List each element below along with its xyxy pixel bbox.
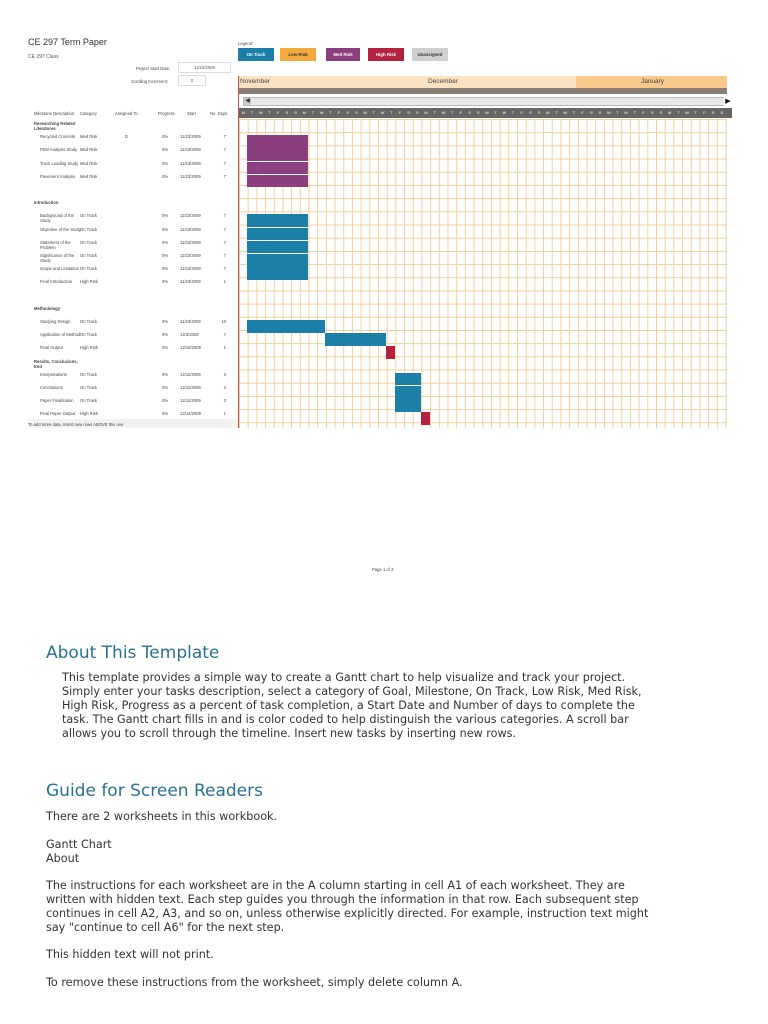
day-letter: T <box>311 110 315 115</box>
day-letter: F <box>703 110 706 115</box>
cell-cat: On Track <box>80 385 97 390</box>
cell-days: 1 <box>223 345 226 351</box>
gantt-bar <box>247 320 325 333</box>
day-letter: S <box>590 110 593 115</box>
cell-days: 3 <box>223 371 226 377</box>
about-line: Simply enter your tasks description, select a category of Goal, Milestone, On Track, Low Risk, Med Risk, <box>62 685 642 698</box>
guide-p4: This hidden text will not print. <box>46 948 214 961</box>
table-row[interactable] <box>28 174 238 187</box>
table-row[interactable] <box>28 279 238 292</box>
day-letter: T <box>511 110 515 115</box>
guide-line: written with hidden text. Each step guides you through the information in that row. Each subsequent step <box>46 893 639 906</box>
day-letter: F <box>520 110 523 115</box>
cell-cat: High Risk <box>80 279 98 285</box>
table-row[interactable] <box>28 266 238 279</box>
cell-desc: Pavement Analysis <box>40 173 76 179</box>
cell-start: 11/23/2009 <box>180 173 201 179</box>
day-letter: T <box>572 110 576 115</box>
table-row[interactable] <box>28 385 238 398</box>
sheet-title: CE 297 Term Paper <box>28 37 107 47</box>
cell-start: 11/23/2009 <box>180 226 201 232</box>
cell-days: 1 <box>223 279 226 285</box>
cell-cat: On Track <box>80 213 97 219</box>
guide-line: continues in cell A2, A3, and so on, unless otherwise explicitly directed. For example, instruction text might <box>46 907 649 920</box>
cell-progress: 0% <box>162 398 169 404</box>
cell-cat: High Risk <box>80 411 98 417</box>
cell-days: 10 <box>221 319 226 324</box>
cell-progress: 0% <box>162 147 169 153</box>
day-letter: S <box>294 110 297 115</box>
cell-progress: 0% <box>162 411 169 417</box>
about-line: task. The Gantt chart fills in and is color coded to help distinguish the various categories. A scroll bar <box>62 713 629 726</box>
about-line: allows you to scroll through the timeline. Insert new tasks by inserting new rows. <box>62 727 517 740</box>
cell-start: 11/23/2009 <box>180 266 201 272</box>
cell-progress: 0% <box>162 266 169 272</box>
day-letter: W <box>563 110 568 115</box>
cell-start: 11/23/2009 <box>180 160 201 166</box>
cell-progress: 0% <box>162 160 169 166</box>
cell-days: 7 <box>223 239 226 245</box>
cell-progress: 0% <box>162 213 169 219</box>
gantt-bar <box>395 386 421 399</box>
cell-cat: On Track <box>80 371 97 377</box>
day-letter: W <box>258 110 263 115</box>
gantt-bar <box>247 254 308 267</box>
day-letter: W <box>624 110 629 115</box>
day-letter: W <box>502 110 507 115</box>
cell-days: 7 <box>223 213 226 219</box>
gantt-grid <box>239 119 727 428</box>
today-line <box>238 76 239 428</box>
cell-cat: High Risk <box>80 345 98 351</box>
cell-desc: Final Paper Output <box>40 411 76 417</box>
cell-days: 3 <box>223 398 226 404</box>
cell-start: 12/10/2009 <box>180 345 201 351</box>
cell-progress: 0% <box>162 385 169 390</box>
day-letter: T <box>694 110 697 115</box>
gantt-bar <box>386 346 395 359</box>
cell-progress: 0% <box>162 253 169 258</box>
day-letter: T <box>633 110 637 115</box>
legend-med-risk: Med Risk <box>326 48 360 61</box>
day-letter: S <box>346 110 350 115</box>
day-letter: F <box>642 110 645 115</box>
cell-cat: On Track <box>80 319 97 324</box>
cell-start: 12/11/2009 <box>180 385 201 390</box>
table-row[interactable] <box>28 200 238 213</box>
table-row[interactable] <box>28 293 238 306</box>
cell-cat: Med Risk <box>80 160 98 166</box>
cell-cat: Med Risk <box>80 134 98 140</box>
cell-desc: Application of Method <box>40 332 81 338</box>
table-row[interactable] <box>28 253 238 266</box>
gantt-bar <box>247 148 308 161</box>
legend-unassigned: Unassigned <box>412 48 448 61</box>
gantt-bar <box>247 162 308 175</box>
col-header-start: Start <box>187 111 196 116</box>
cell-desc: Significance of the Study <box>40 253 75 263</box>
scroll-right-icon[interactable]: ▶ <box>725 98 731 105</box>
gantt-bar <box>247 228 308 241</box>
day-letter: S <box>476 110 480 115</box>
cell-desc: Objective of the Study <box>40 226 81 232</box>
cell-cat: On Track <box>80 239 97 245</box>
day-letter: S <box>598 110 602 115</box>
table-row[interactable] <box>28 121 238 134</box>
cell-desc: Final Output <box>40 345 63 351</box>
day-letter: T <box>494 110 497 115</box>
scroll-increment-input[interactable]: 0 <box>178 75 206 86</box>
day-letter: T <box>450 110 454 115</box>
cell-cat: Med Risk <box>80 173 98 179</box>
gantt-bar <box>247 214 308 227</box>
cell-cat: On Track <box>80 226 97 232</box>
about-line: High Risk, Progress as a percent of task completion, a Start Date and Number of days to complete the <box>62 699 635 712</box>
cell-progress: 0% <box>162 371 169 377</box>
cell-assigned: D <box>125 134 129 140</box>
table-row[interactable] <box>28 147 238 160</box>
table-row[interactable] <box>28 345 238 358</box>
cell-start: 11/23/2009 <box>180 134 201 140</box>
table-row[interactable] <box>28 306 238 319</box>
cell-cat: On Track <box>80 398 97 404</box>
table-row[interactable] <box>28 332 238 345</box>
cell-desc: Interpretations <box>40 371 67 377</box>
cell-days: 7 <box>223 160 226 166</box>
gantt-bar <box>421 412 430 425</box>
cell-days: 7 <box>223 253 226 258</box>
gantt-bar <box>247 175 308 188</box>
cell-desc: Researching Related Literatures <box>34 121 76 131</box>
cell-cat: On Track <box>80 332 97 338</box>
month-december: December <box>308 76 576 88</box>
month-november: November <box>238 76 308 88</box>
day-letter: T <box>250 110 254 115</box>
cell-desc: Background of the Study <box>40 213 74 224</box>
cell-desc: Scope and Limitation <box>40 266 80 272</box>
guide-line: say "continue to cell A6" for the next step. <box>46 921 285 934</box>
day-letter: W <box>380 110 385 115</box>
cell-start: 12/14/2009 <box>180 411 201 417</box>
cell-cat: On Track <box>80 253 97 258</box>
day-letter: S <box>711 110 715 115</box>
month-january: January <box>576 76 727 88</box>
timeline-scrollbar[interactable] <box>243 97 732 106</box>
guide-heading: Guide for Screen Readers <box>46 781 263 801</box>
day-letter: F <box>459 110 463 115</box>
cell-start: 11/23/2009 <box>180 147 201 153</box>
gantt-bar <box>247 267 308 280</box>
day-letter: S <box>529 110 532 115</box>
table-row[interactable] <box>28 213 238 226</box>
cell-progress: 0% <box>162 279 169 285</box>
cell-days: 7 <box>223 266 226 272</box>
cell-desc: Methodology <box>34 305 61 311</box>
day-letter: M <box>363 110 367 115</box>
cell-progress: 0% <box>162 173 169 179</box>
sheet-subtitle: CE 297 Class <box>28 54 59 60</box>
day-letter: S <box>650 110 654 115</box>
cell-progress: 0% <box>162 134 169 140</box>
cell-days: 3 <box>223 385 226 390</box>
about-body <box>62 671 642 741</box>
day-letter: S <box>659 110 663 115</box>
table-row[interactable] <box>28 227 238 240</box>
col-header-progress: Progress <box>158 111 175 116</box>
day-letter: T <box>433 110 436 115</box>
day-letter: S <box>720 110 724 115</box>
day-letter: M <box>546 110 550 115</box>
cell-progress: 0% <box>162 332 169 338</box>
table-row[interactable] <box>28 187 238 200</box>
day-letter: M <box>485 110 489 115</box>
guide-p1: There are 2 worksheets in this workbook. <box>46 810 278 823</box>
day-letter: M <box>241 110 246 115</box>
day-letter: W <box>319 110 324 115</box>
cell-progress: 0% <box>162 319 169 324</box>
day-letter: T <box>616 110 619 115</box>
scroll-increment-label: Scrolling Increment: <box>131 79 169 84</box>
day-letter: M <box>607 110 611 115</box>
cell-desc: Introduction <box>34 200 59 206</box>
cell-days: 7 <box>223 226 226 232</box>
cell-desc: FEM Analysis Study <box>40 147 78 153</box>
day-letter: M <box>667 110 672 115</box>
day-letter: S <box>416 110 419 115</box>
table-row[interactable] <box>28 134 238 147</box>
cell-progress: 0% <box>162 345 169 351</box>
legend-on-track: On Track <box>238 48 274 61</box>
cell-start: 12/11/2009 <box>180 371 201 377</box>
legend-low-risk: Low Risk <box>280 48 316 61</box>
table-row[interactable] <box>28 319 238 332</box>
cell-desc: Truck Loading Study <box>40 160 79 166</box>
col-header-category: Category <box>80 111 97 116</box>
project-start-label: Project Start Date: <box>136 66 171 71</box>
project-start-input[interactable]: 11/23/2009 <box>178 62 231 73</box>
day-letter: S <box>355 110 358 115</box>
guide-sheet1: Gantt Chart <box>46 838 112 851</box>
cell-days: 7 <box>223 147 226 153</box>
cell-desc: Statement of the Problem <box>40 239 71 250</box>
cell-start: 12/11/2009 <box>180 398 201 404</box>
cell-days: 7 <box>223 173 226 179</box>
cell-days: 1 <box>223 411 226 417</box>
legend-high-risk: High Risk <box>368 48 404 61</box>
table-row[interactable] <box>28 359 238 372</box>
day-letter: T <box>372 110 376 115</box>
day-letter: T <box>329 110 332 115</box>
day-letter: W <box>685 110 689 115</box>
day-letter: T <box>555 110 558 115</box>
table-row[interactable] <box>28 240 238 253</box>
guide-p5: To remove these instructions from the worksheet, simply delete column A. <box>46 976 463 989</box>
cell-start: 12/3/2009 <box>180 332 199 338</box>
legend-label: Legend: <box>238 41 254 46</box>
cell-start: 11/23/2009 <box>180 253 201 258</box>
day-letter: F <box>398 110 402 115</box>
day-number-strip <box>239 88 727 94</box>
col-header-assigned: Assigned To <box>115 111 138 116</box>
day-letter: T <box>677 110 680 115</box>
cell-days: 7 <box>223 332 226 338</box>
cell-start: 11/23/2009 <box>180 279 201 285</box>
table-row[interactable] <box>28 398 238 411</box>
day-letter: M <box>302 110 306 115</box>
day-letter: F <box>337 110 341 115</box>
day-letter: T <box>268 110 271 115</box>
about-line: This template provides a simple way to create a Gantt chart to help visualize and track your project. <box>62 671 626 684</box>
guide-p3 <box>46 879 648 935</box>
cell-start: 11/23/2009 <box>180 213 201 219</box>
day-letter: S <box>285 110 289 115</box>
guide-sheet2: About <box>46 852 80 865</box>
about-heading: About This Template <box>46 643 220 663</box>
table-row[interactable] <box>28 161 238 174</box>
day-letter: T <box>390 110 393 115</box>
cell-desc: Studying Design <box>40 319 71 324</box>
day-letter: S <box>407 110 410 115</box>
day-letter: S <box>537 110 541 115</box>
cell-desc: Conclusions <box>40 385 63 390</box>
footnote: To add more data, Insert new rows ABOVE this one <box>28 422 124 427</box>
cell-cat: On Track <box>80 266 97 272</box>
gantt-bar <box>395 399 421 412</box>
gantt-bar <box>395 373 421 386</box>
cell-desc: Results, Conclusions, End <box>34 358 78 369</box>
cell-desc: Final Introduction <box>40 279 73 285</box>
day-letter: M <box>424 110 428 115</box>
scroll-left-icon[interactable]: ◀ <box>245 98 250 104</box>
cell-progress: 0% <box>162 226 169 232</box>
guide-line: The instructions for each worksheet are in the A column starting in cell A1 of each worksheet. They are <box>46 879 625 892</box>
cell-cat: Med Risk <box>80 147 98 153</box>
gantt-bar <box>247 241 308 254</box>
gantt-bar <box>247 135 308 148</box>
cell-start: 11/23/2009 <box>180 319 201 324</box>
day-letter: F <box>581 110 584 115</box>
cell-days: 7 <box>223 134 226 140</box>
day-letter: S <box>468 110 471 115</box>
day-letter: W <box>441 110 446 115</box>
col-header-days: No. Days <box>210 111 228 116</box>
cell-start: 11/23/2009 <box>180 239 201 245</box>
cell-desc: Paper Finalization <box>40 398 74 404</box>
cell-progress: 0% <box>162 239 169 245</box>
cell-desc: Recycled Concrete <box>40 134 76 140</box>
day-letter: F <box>276 110 280 115</box>
page-indicator: Page 1 of 2 <box>372 567 394 572</box>
gantt-bar <box>325 333 386 346</box>
col-header-description: Milestone Description <box>34 111 75 116</box>
table-row[interactable] <box>28 372 238 385</box>
